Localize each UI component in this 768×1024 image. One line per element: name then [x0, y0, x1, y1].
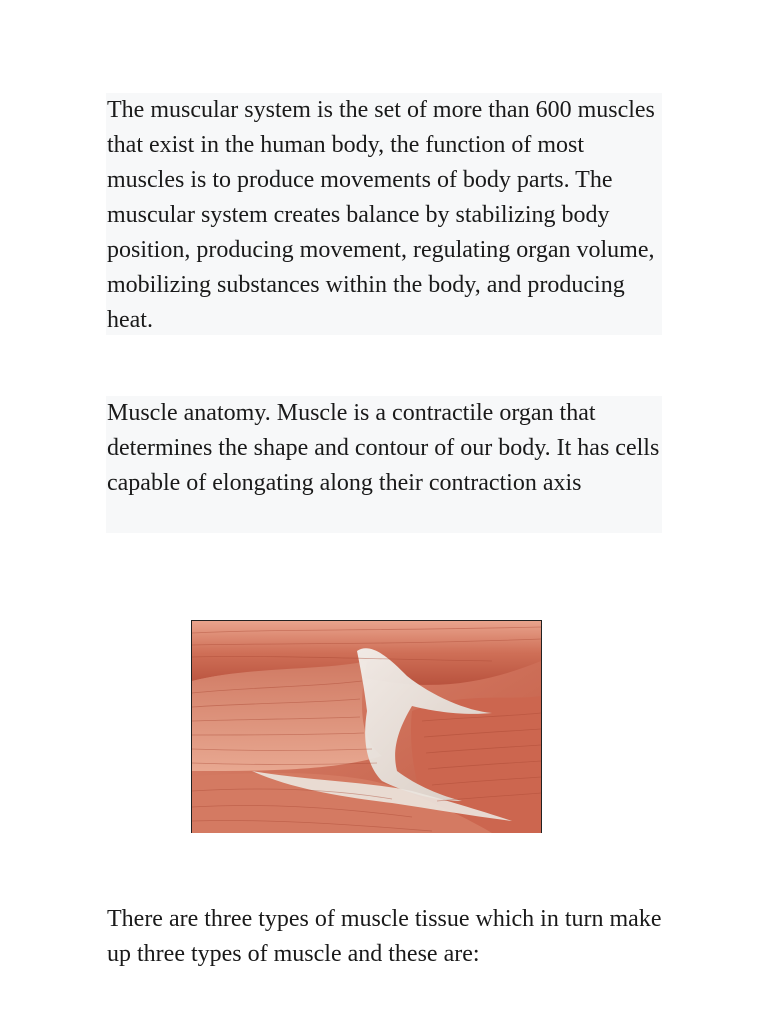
paragraph-muscle-anatomy: Muscle anatomy. Muscle is a contractile organ that determines the shape and contour of our body. It has cells capable of elongating along their contraction axis [106, 396, 662, 533]
muscle-anatomy-image [191, 620, 542, 833]
paragraph-muscle-types: There are three types of muscle tissue which in turn make up three types of muscle and these are: [107, 906, 662, 967]
muscle-illustration [192, 621, 541, 833]
paragraph-muscular-system: The muscular system is the set of more than 600 muscles that exist in the human body, the function of most muscles is to produce movements of body parts. The muscular system creates balance by stabilizing body position, producing movement, regulating organ volume, mobilizing substances within the body, and producing heat. [106, 93, 662, 335]
